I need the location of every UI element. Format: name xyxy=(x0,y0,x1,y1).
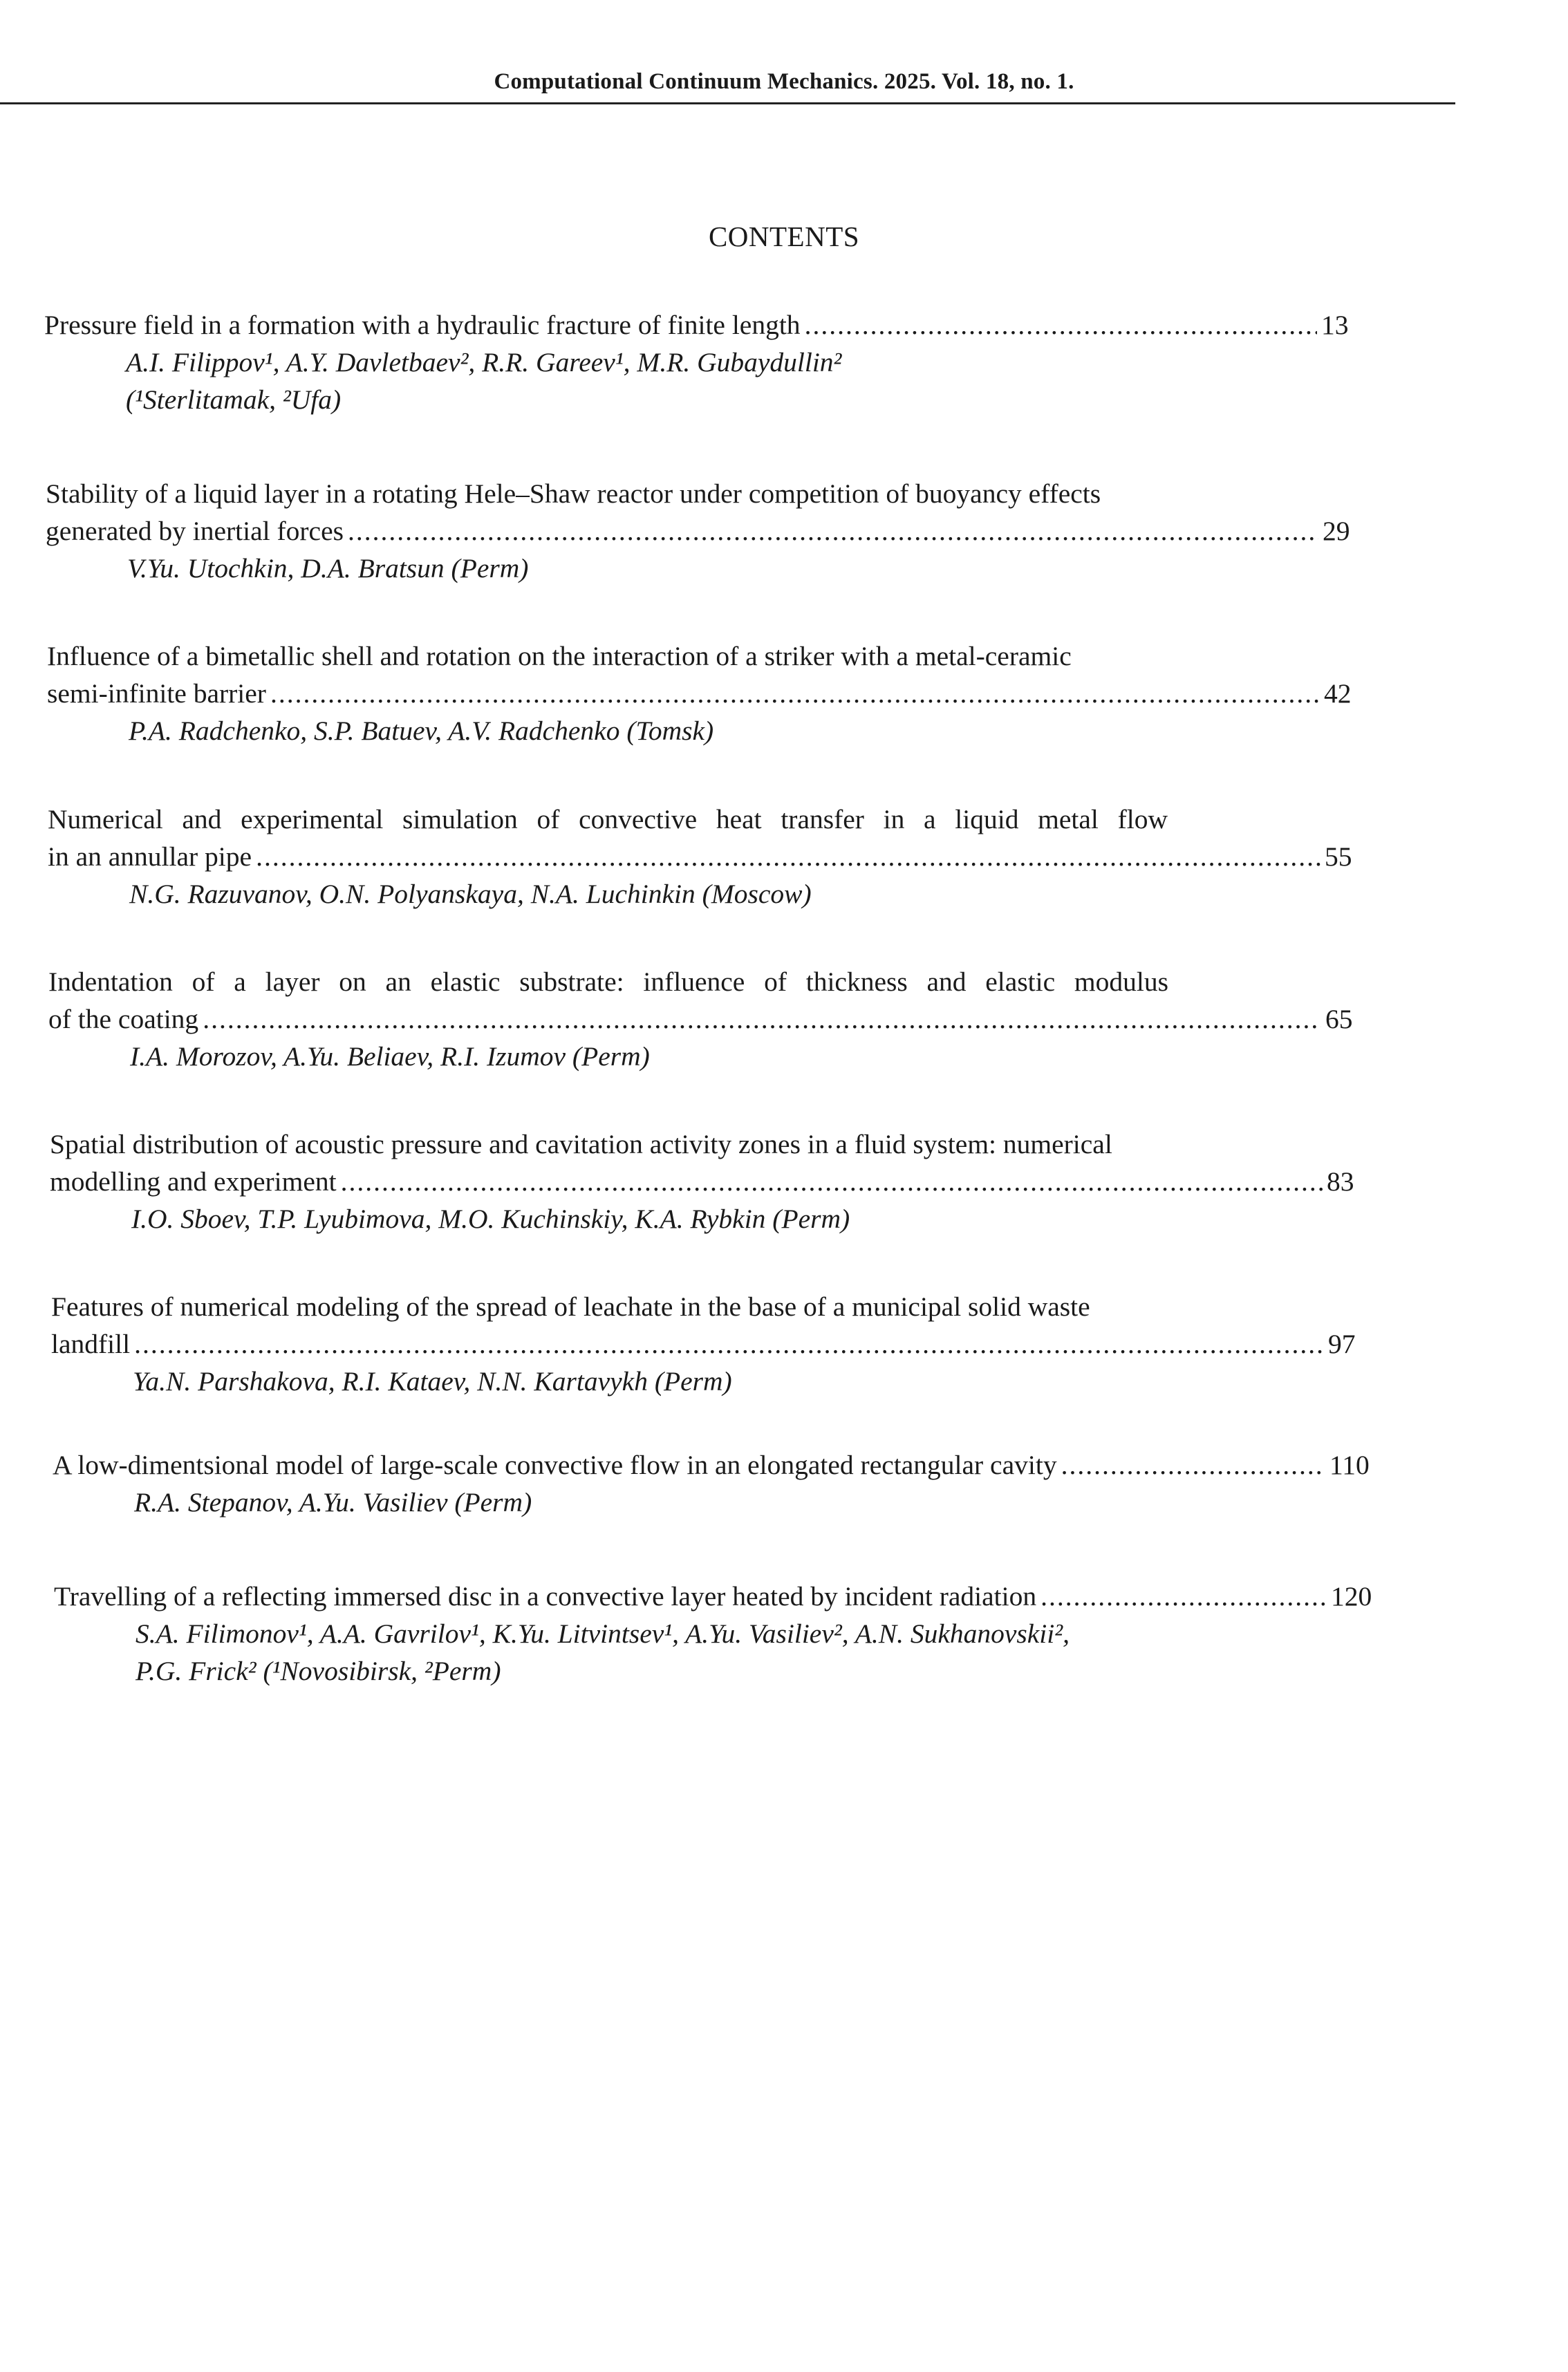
toc-entry[interactable] xyxy=(44,306,1361,418)
entry-authors: N.G. Razuvanov, O.N. Polyanskaya, N.A. Luchinkin (Moscow) xyxy=(129,879,812,909)
entry-title-cont: modelling and experiment xyxy=(50,1166,337,1197)
entry-title-cont: of the coating xyxy=(48,1004,199,1034)
toc-entry[interactable] xyxy=(46,475,1363,587)
entry-title-line xyxy=(47,675,1364,712)
dot-leader xyxy=(348,512,1318,550)
running-head: Computational Continuum Mechanics. 2025. Vol. 18, no. 1. xyxy=(494,69,1074,94)
entry-title-line xyxy=(51,1325,1368,1363)
entry-authors: R.A. Stepanov, A.Yu. Vasiliev (Perm) xyxy=(134,1487,532,1517)
toc-entry[interactable] xyxy=(54,1578,1371,1690)
entry-title: Numerical and experimental simulation of convective heat transfer in a liquid metal flow xyxy=(48,804,1168,834)
entry-title-cont: generated by inertial forces xyxy=(46,516,344,546)
entry-title: Features of numerical modeling of the spread of leachate in the base of a municipal solid waste xyxy=(51,1291,1090,1322)
dot-leader xyxy=(805,306,1317,344)
entry-title-line xyxy=(48,1000,1365,1038)
page-number: 120 xyxy=(1331,1581,1372,1612)
entry-authors-cont: P.G. Frick² (¹Novosibirsk, ²Perm) xyxy=(136,1656,501,1686)
entry-title: Indentation of a layer on an elastic substrate: influence of thickness and elastic modulus xyxy=(48,966,1168,997)
entry-authors: S.A. Filimonov¹, A.A. Gavrilov¹, K.Yu. Litvintsev¹, A.Yu. Vasiliev², A.N. Sukhanovskii², xyxy=(136,1618,1070,1649)
entry-title: A low-dimentsional model of large-scale convective flow in an elongated rectangular cavity xyxy=(53,1450,1057,1480)
entry-authors: I.O. Sboev, T.P. Lyubimova, M.O. Kuchinskiy, K.A. Rybkin (Perm) xyxy=(131,1204,850,1234)
entry-authors: P.A. Radchenko, S.P. Batuev, A.V. Radchenko (Tomsk) xyxy=(129,716,714,746)
entry-authors: Ya.N. Parshakova, R.I. Kataev, N.N. Kartavykh (Perm) xyxy=(133,1366,732,1397)
entry-title-cont: landfill xyxy=(51,1329,131,1359)
entry-title-line xyxy=(50,1163,1367,1200)
entry-authors: V.Yu. Utochkin, D.A. Bratsun (Perm) xyxy=(127,553,529,583)
page-number: 29 xyxy=(1323,516,1350,546)
toc-entry[interactable] xyxy=(50,1126,1367,1238)
dot-leader xyxy=(134,1325,1324,1363)
header-rule xyxy=(0,102,1455,104)
entry-title: Travelling of a reflecting immersed disc in a convective layer heated by incident radiation xyxy=(54,1581,1037,1612)
page-number: 42 xyxy=(1324,678,1352,709)
toc-entry[interactable] xyxy=(51,1288,1368,1400)
contents-title: CONTENTS xyxy=(708,221,860,252)
entry-title-line xyxy=(53,1446,1370,1484)
toc-entry[interactable] xyxy=(48,801,1365,913)
entry-title: Pressure field in a formation with a hydraulic fracture of finite length xyxy=(44,310,801,340)
page-number: 55 xyxy=(1325,841,1352,872)
page-number: 110 xyxy=(1329,1450,1370,1480)
page-number: 13 xyxy=(1321,310,1349,340)
dot-leader xyxy=(341,1163,1323,1200)
dot-leader xyxy=(1061,1446,1325,1484)
entry-title-line xyxy=(46,512,1363,550)
entry-title-line xyxy=(48,838,1365,875)
entry-title-cont: semi-infinite barrier xyxy=(47,678,266,709)
toc-entry[interactable] xyxy=(48,963,1365,1075)
dot-leader xyxy=(1040,1578,1327,1615)
entry-title: Spatial distribution of acoustic pressure and cavitation activity zones in a fluid system: numerical xyxy=(50,1129,1112,1159)
dot-leader xyxy=(270,675,1320,712)
entry-title-line xyxy=(54,1578,1371,1615)
entry-authors: A.I. Filippov¹, A.Y. Davletbaev², R.R. Gareev¹, M.R. Gubaydullin² xyxy=(126,347,842,377)
entry-title: Stability of a liquid layer in a rotating Hele–Shaw reactor under competition of buoyancy effects xyxy=(46,478,1101,509)
toc-entry[interactable] xyxy=(53,1446,1370,1521)
toc-entry[interactable] xyxy=(47,637,1364,749)
dot-leader xyxy=(256,838,1320,875)
entry-title: Influence of a bimetallic shell and rotation on the interaction of a striker with a metal-ceramic xyxy=(47,641,1072,671)
entry-affiliations: (¹Sterlitamak, ²Ufa) xyxy=(126,384,342,415)
entry-title-line xyxy=(44,306,1361,344)
dot-leader xyxy=(203,1000,1321,1038)
page-number: 65 xyxy=(1325,1004,1353,1034)
entry-title-cont: in an annullar pipe xyxy=(48,841,252,872)
entry-authors: I.A. Morozov, A.Yu. Beliaev, R.I. Izumov (Perm) xyxy=(130,1041,650,1072)
page-number: 83 xyxy=(1327,1166,1354,1197)
page-number: 97 xyxy=(1328,1329,1356,1359)
